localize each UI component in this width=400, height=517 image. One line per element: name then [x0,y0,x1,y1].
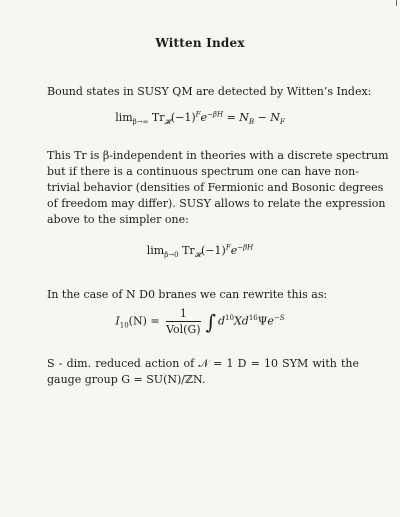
index-symbol: I [115,314,120,328]
boson-count: N [239,111,249,124]
measure-power: 10 [225,313,234,322]
discussion-line: This Tr is β-independent in theories with a discrete spectrum [47,149,389,162]
lim-operator: lim [115,111,133,124]
trace-operator: Tr [182,244,195,257]
exp-power: −S [273,313,285,322]
branes-paragraph [47,287,359,303]
measure-d: d [217,314,226,328]
fermion-count: N [270,111,280,124]
exp-power: −βH [207,110,224,119]
exp-base: e [230,244,238,257]
fermion-subscript: F [279,118,285,127]
measure-d: d [241,314,249,328]
measure-power: 16 [248,313,258,322]
action-line: gauge group G = SU(N)/ℤN. [47,373,206,386]
sign-base: (−1) [201,244,226,257]
boson-field: X [233,314,242,328]
branes-line: In the case of N D0 branes we can rewrite this as: [47,288,328,301]
index-argument: (N) [128,314,147,328]
sign-base: (−1) [170,111,196,124]
index-subscript: 10 [119,321,129,330]
matrix-integral-equation [0,307,400,336]
fraction-numerator: 1 [166,307,200,322]
lim-subscript: β→∞ [132,118,149,127]
exp-power: −βH [237,243,254,252]
intro-paragraph [47,84,372,100]
discussion-line: but if there is a continuous spectrum one can have non- [47,165,359,178]
fermion-field: Ψ [257,314,268,328]
discussion-line: above to the simpler one: [47,213,189,226]
lim-operator: lim [146,244,165,257]
scan-edge-mark [396,0,397,6]
discussion-line: trivial behavior (densities of Fermionic and Bosonic degrees [47,181,384,194]
exp-base: e [200,111,208,124]
trace-subscript: 𝓗 [194,251,202,260]
action-paragraph [47,356,359,388]
lim-subscript: β→0 [164,251,179,260]
intro-line: Bound states in SUSY QM are detected by Witten’s Index: [47,85,372,98]
simpler-expression [0,243,400,260]
discussion-paragraph [47,148,389,228]
fraction-denominator: Vol(G) [166,323,201,336]
equals-sign: = [223,111,240,124]
trace-subscript: 𝓗 [164,118,171,127]
discussion-line: of freedom may differ). SUSY allows to relate the expression [47,197,386,210]
integral-sign: ∫ [205,309,216,334]
minus-sign: − [254,111,271,124]
page-title: Witten Index [155,36,245,50]
exp-base: e [267,314,274,328]
fermion-number: F [225,243,231,252]
boson-subscript: B [248,118,255,127]
fermion-number: F [195,110,201,119]
equals-sign: = [146,314,164,328]
trace-operator: Tr [151,111,165,124]
witten-index-equation [0,110,400,127]
volume-fraction [166,307,200,336]
action-line: S - dim. reduced action of 𝒩 = 1 D = 10 SYM with the [47,357,359,370]
